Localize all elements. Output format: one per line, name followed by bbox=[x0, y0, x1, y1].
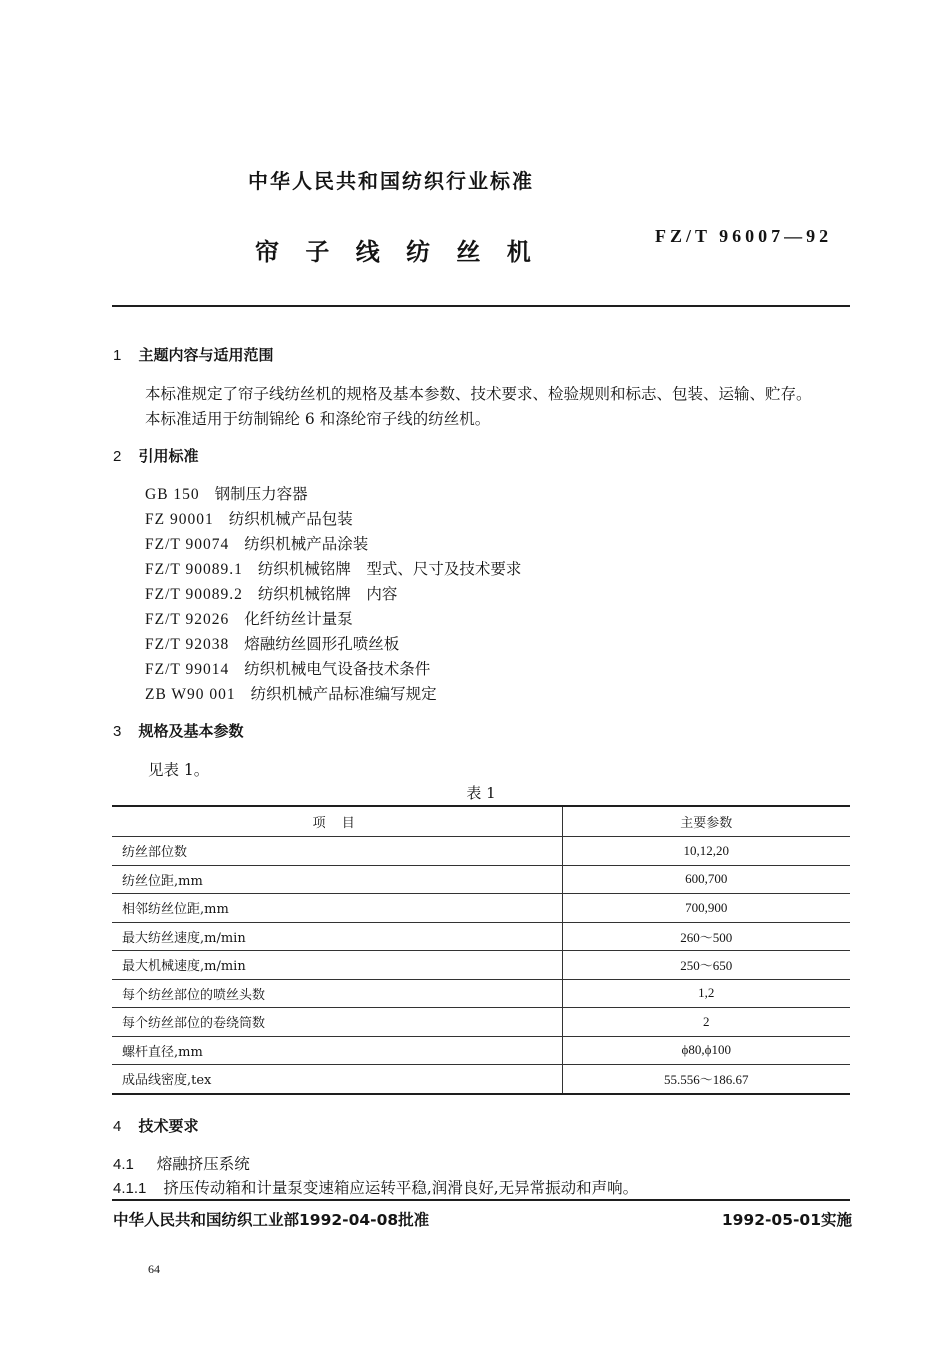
section-title: 主题内容与适用范围 bbox=[138, 346, 274, 364]
document-title: 帘 子 线 纺 丝 机 bbox=[255, 238, 531, 266]
reference-code: FZ/T 90089.2 bbox=[145, 586, 243, 603]
reference-code: FZ 90001 bbox=[145, 511, 214, 528]
reference-code: FZ/T 90074 bbox=[145, 536, 230, 553]
reference-item bbox=[145, 682, 437, 704]
table-cell-item: 每个纺丝部位的喷丝头数 bbox=[112, 979, 562, 1008]
issuing-body-title: 中华人民共和国纺织行业标准 bbox=[248, 169, 534, 193]
table-row bbox=[112, 894, 850, 923]
reference-title: 纺织机械电气设备技术条件 bbox=[244, 660, 431, 678]
subsection-number: 4.1 bbox=[113, 1156, 134, 1173]
table-cell-value: 10,12,20 bbox=[562, 837, 850, 866]
table-cell-item: 每个纺丝部位的卷绕筒数 bbox=[112, 1008, 562, 1037]
table-cell-item: 最大纺丝速度,m/min bbox=[112, 922, 562, 951]
reference-title: 纺织机械铭牌 内容 bbox=[257, 585, 398, 603]
table-row bbox=[112, 979, 850, 1008]
effective-date: 1992-05-01实施 bbox=[721, 1211, 852, 1229]
reference-code: GB 150 bbox=[145, 486, 200, 503]
table-cell-value: 55.556～186.67 bbox=[562, 1065, 850, 1094]
reference-code: FZ/T 90089.1 bbox=[145, 561, 243, 578]
table-cell-value: 2 bbox=[562, 1008, 850, 1037]
reference-title: 熔融纺丝圆形孔喷丝板 bbox=[244, 635, 400, 653]
section-title: 规格及基本参数 bbox=[138, 722, 244, 740]
subsection-title: 熔融挤压系统 bbox=[156, 1155, 250, 1173]
table-cell-value: 250～650 bbox=[562, 951, 850, 980]
reference-code: FZ/T 92026 bbox=[145, 611, 230, 628]
table-cell-item: 相邻纺丝位距,mm bbox=[112, 894, 562, 923]
table-cell-value: ϕ80,ϕ100 bbox=[562, 1036, 850, 1065]
reference-item bbox=[145, 482, 308, 504]
table-row bbox=[112, 1036, 850, 1065]
section-title: 引用标准 bbox=[138, 447, 199, 465]
section-title: 技术要求 bbox=[138, 1117, 199, 1135]
reference-title: 钢制压力容器 bbox=[214, 485, 308, 503]
section-1-heading bbox=[113, 344, 273, 365]
reference-item bbox=[145, 632, 399, 654]
section-number: 2 bbox=[113, 448, 122, 465]
reference-title: 纺织机械铭牌 型式、尺寸及技术要求 bbox=[257, 560, 522, 578]
paragraph: 见表 1。 bbox=[148, 761, 210, 779]
section-4-heading bbox=[113, 1115, 198, 1136]
table-cell-value: 260～500 bbox=[562, 922, 850, 951]
table-cell-value: 700,900 bbox=[562, 894, 850, 923]
clause-text: 挤压传动箱和计量泵变速箱应运转平稳,润滑良好,无异常振动和声响。 bbox=[163, 1179, 639, 1197]
section-2-heading bbox=[113, 445, 198, 466]
table-cell-item: 纺丝位距,mm bbox=[112, 865, 562, 894]
column-header-item: 项 目 bbox=[112, 806, 562, 837]
footer-rule bbox=[112, 1199, 850, 1201]
reference-item bbox=[145, 532, 368, 554]
section-number: 1 bbox=[113, 347, 122, 364]
reference-code: FZ/T 92038 bbox=[145, 636, 230, 653]
reference-title: 化纤纺丝计量泵 bbox=[244, 610, 353, 628]
table-cell-item: 最大机械速度,m/min bbox=[112, 951, 562, 980]
header-rule bbox=[112, 305, 850, 307]
reference-title: 纺织机械产品标准编写规定 bbox=[250, 685, 437, 703]
paragraph: 本标准适用于纺制锦纶 6 和涤纶帘子线的纺丝机。 bbox=[145, 410, 491, 428]
page-number: 64 bbox=[148, 1262, 160, 1276]
table-row bbox=[112, 951, 850, 980]
table-row bbox=[112, 1008, 850, 1037]
reference-code: ZB W90 001 bbox=[145, 686, 236, 703]
table-cell-item: 螺杆直径,mm bbox=[112, 1036, 562, 1065]
clause-number: 4.1.1 bbox=[113, 1180, 147, 1197]
parameter-table bbox=[112, 805, 850, 1095]
standard-code: FZ/T 96007—92 bbox=[655, 226, 833, 246]
reference-title: 纺织机械产品包装 bbox=[228, 510, 353, 528]
reference-item bbox=[145, 557, 521, 579]
clause bbox=[113, 1176, 638, 1198]
table-row bbox=[112, 922, 850, 951]
approval-line: 中华人民共和国纺织工业部1992-04-08批准 bbox=[113, 1211, 430, 1229]
section-3-heading bbox=[113, 720, 243, 741]
table-cell-item: 成品线密度,tex bbox=[112, 1065, 562, 1094]
table-row bbox=[112, 865, 850, 894]
reference-item bbox=[145, 657, 430, 679]
reference-code: FZ/T 99014 bbox=[145, 661, 230, 678]
reference-item bbox=[145, 507, 353, 529]
table-row bbox=[112, 1065, 850, 1094]
paragraph: 本标准规定了帘子线纺丝机的规格及基本参数、技术要求、检验规则和标志、包装、运输、贮存。 bbox=[145, 385, 812, 403]
column-header-value: 主要参数 bbox=[562, 806, 850, 837]
table-caption: 表 1 bbox=[466, 784, 496, 802]
subsection-heading bbox=[113, 1152, 250, 1174]
reference-item bbox=[145, 582, 397, 604]
table-cell-value: 600,700 bbox=[562, 865, 850, 894]
section-number: 3 bbox=[113, 723, 122, 740]
section-number: 4 bbox=[113, 1118, 122, 1135]
reference-title: 纺织机械产品涂装 bbox=[244, 535, 369, 553]
table-cell-value: 1,2 bbox=[562, 979, 850, 1008]
table-header-row bbox=[112, 806, 850, 837]
reference-item bbox=[145, 607, 353, 629]
table-cell-item: 纺丝部位数 bbox=[112, 837, 562, 866]
table-row bbox=[112, 837, 850, 866]
